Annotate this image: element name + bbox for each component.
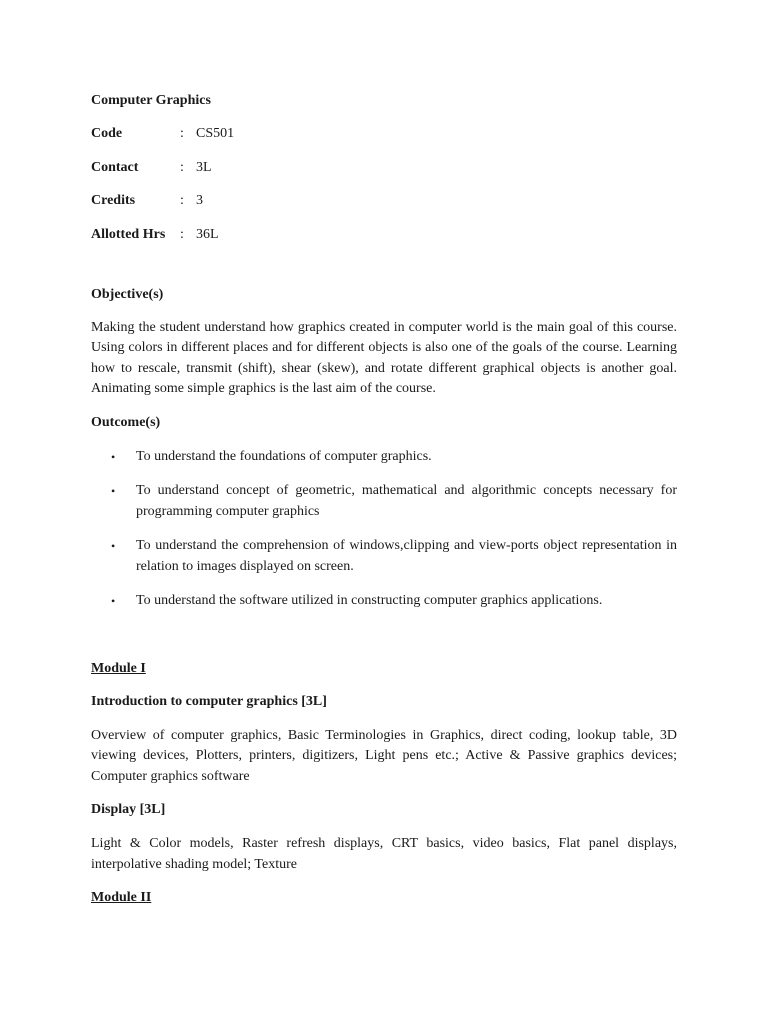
outcome-item-text: To understand the software utilized in constructing computer graphics applications. (136, 593, 603, 608)
field-code-label: Code (91, 126, 123, 141)
course-title: Computer Graphics (91, 93, 211, 108)
outcome-item (91, 591, 677, 612)
section-intro-title: Introduction to computer graphics [3L] (91, 693, 327, 709)
field-allotted-hrs-sep: : (180, 226, 184, 242)
section-display-text: Light & Color models, Raster refresh displays, CRT basics, video basics, Flat panel displays, interpolative shading model; Texture (91, 836, 677, 872)
field-allotted-hrs-value: 36L (196, 226, 219, 242)
objective-text: Making the student understand how graphics created in computer world is the main goal of this course. Using colors in different places and for different objects is also one of the goals of the course. Learning how to rescale, transmit (shift), shear (skew), and rotate different graphical objects is another goal. Animating some simple graphics is the last aim of the course. (91, 319, 677, 396)
field-credits-label: Credits (91, 193, 136, 208)
document-page (91, 91, 677, 908)
field-allotted-hrs-label: Allotted Hrs (91, 226, 166, 242)
outcome-item (91, 447, 677, 468)
outcome-item-text: To understand concept of geometric, mathematical and algorithmic concepts necessary for programming computer graphics (136, 483, 677, 519)
field-code-value: CS501 (196, 126, 235, 141)
field-contact (91, 158, 677, 178)
bullet-icon: • (111, 449, 116, 464)
bullet-icon: • (111, 594, 116, 608)
field-credits-sep: : (180, 193, 184, 208)
module-1-heading (91, 659, 677, 679)
bullet-icon: • (111, 484, 116, 498)
objective-heading: Objective(s) (91, 286, 164, 302)
field-code (91, 124, 677, 144)
section-display-title: Display [3L] (91, 802, 166, 817)
field-allotted-hrs (91, 225, 677, 245)
field-code-sep: : (180, 126, 184, 141)
outcome-heading: Outcome(s) (91, 414, 161, 430)
outcome-item (91, 481, 677, 522)
field-contact-value: 3L (196, 159, 212, 175)
outcome-list (91, 447, 677, 612)
section-intro-text: Overview of computer graphics, Basic Terminologies in Graphics, direct coding, lookup table, 3D viewing devices, Plotters, printers, digitizers, Light pens etc.; Active & Passive graphics devices; Computer graphics software (91, 727, 677, 784)
outcome-item-text: To understand the comprehension of windows,clipping and view-ports object representation in relation to images displayed on screen. (136, 538, 677, 574)
module-2-heading-text: Module II (91, 890, 152, 905)
field-credits-value: 3 (196, 193, 203, 208)
module-2-heading (91, 888, 677, 908)
field-credits (91, 191, 677, 211)
outcome-item (91, 536, 677, 577)
field-contact-label: Contact (91, 159, 139, 175)
field-contact-sep: : (180, 159, 184, 175)
module-1-heading-text: Module I (91, 660, 146, 676)
bullet-icon: • (111, 539, 116, 553)
outcome-item-text: To understand the foundations of computer graphics. (136, 448, 432, 464)
